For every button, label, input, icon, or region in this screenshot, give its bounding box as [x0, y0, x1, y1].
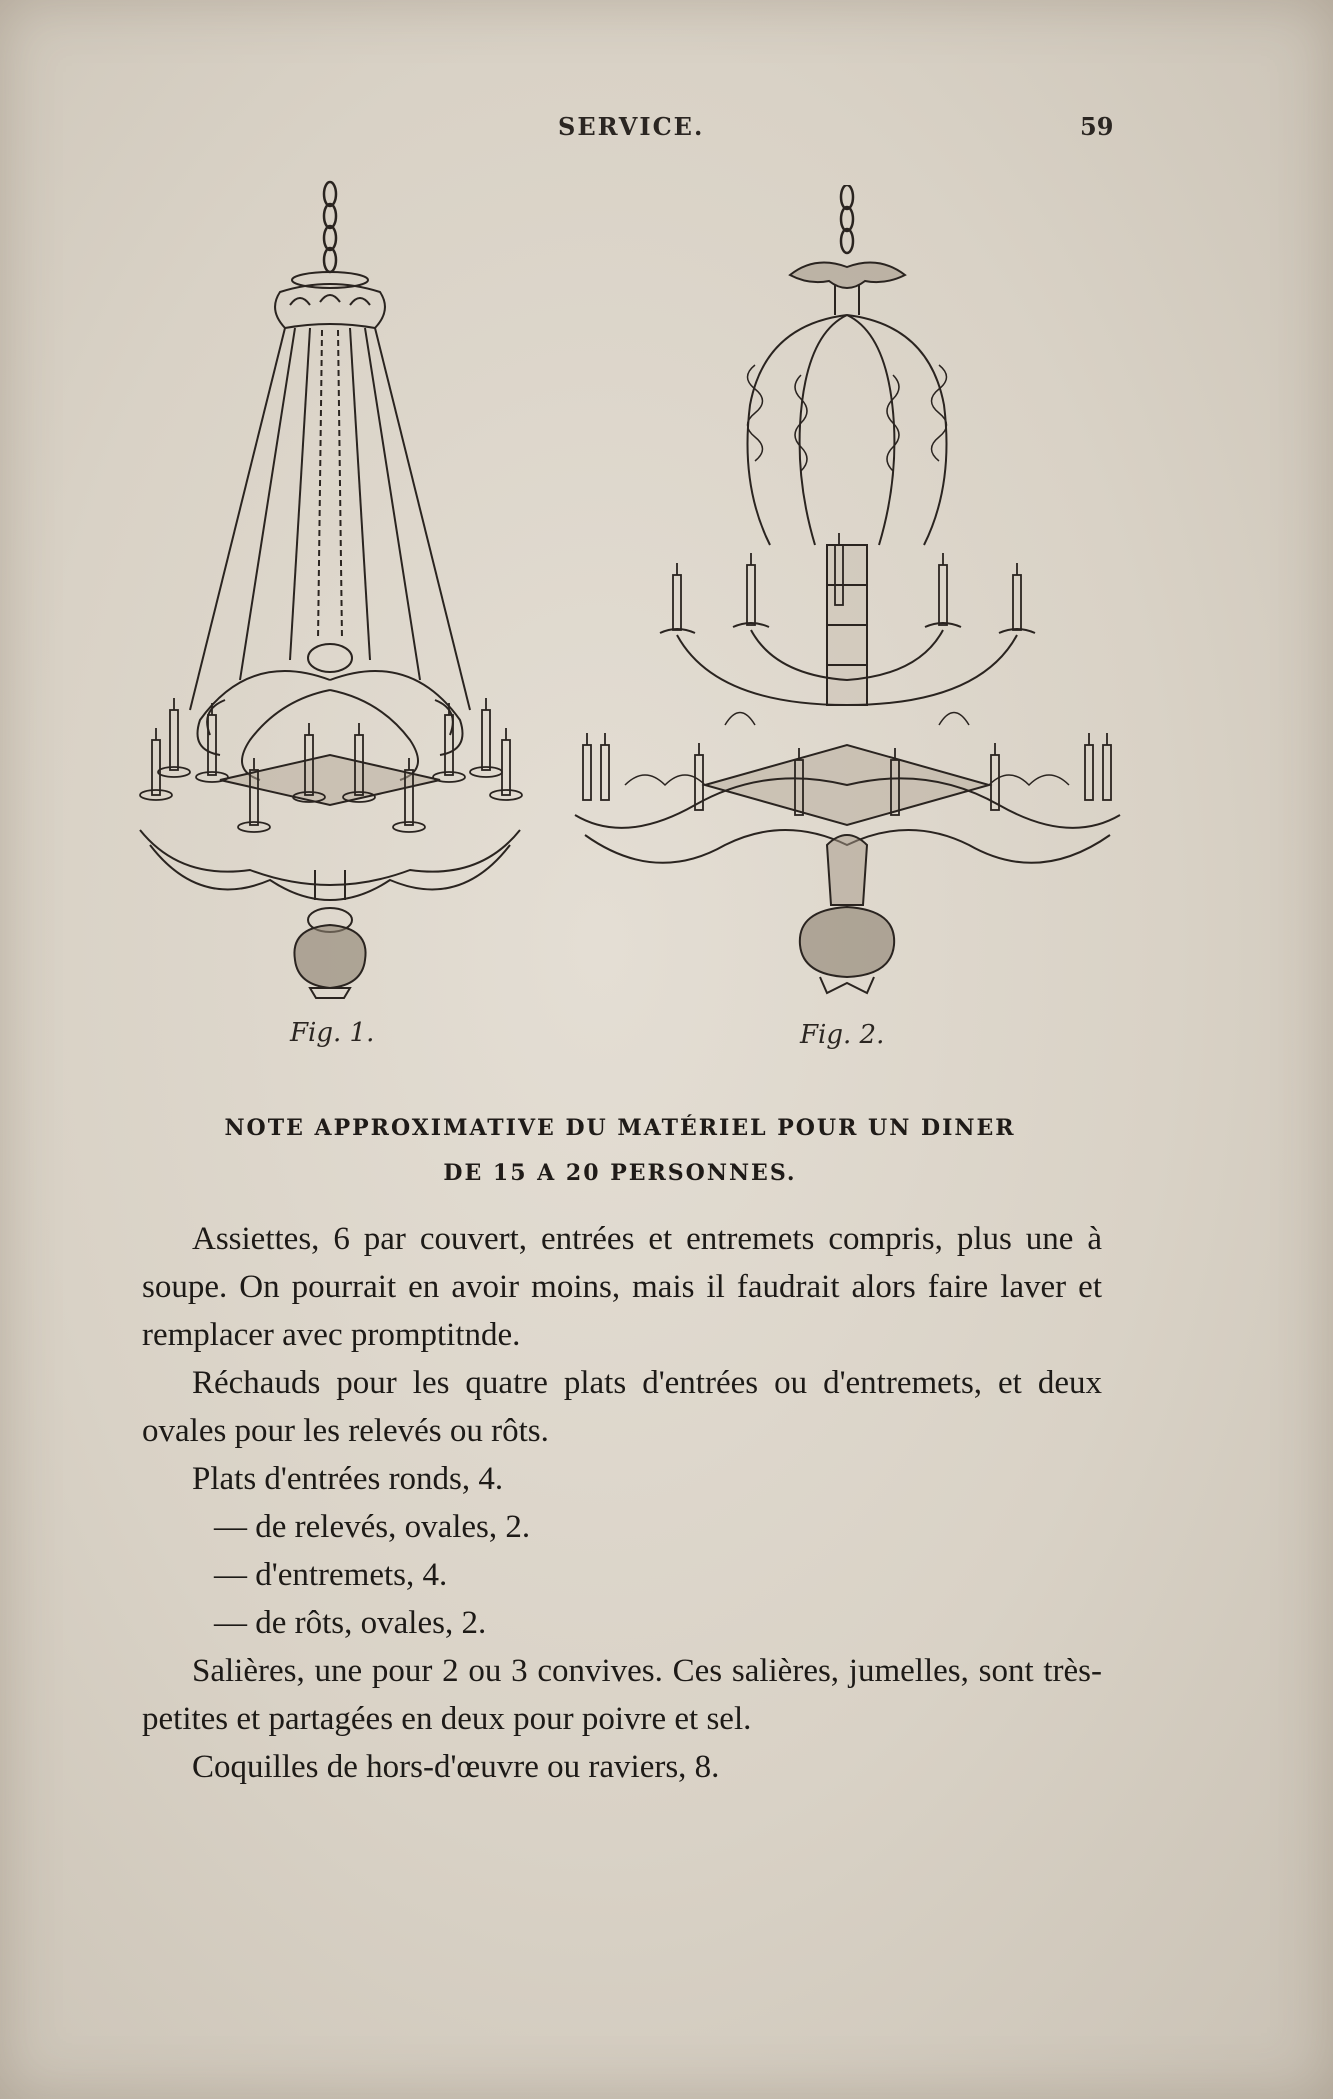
list-item: — de rôts, ovales, 2. [214, 1605, 487, 1641]
chandelier-illustration-fig-1 [130, 180, 560, 1000]
page-number: 59 [1080, 112, 1114, 141]
paragraph-rechauds: Réchauds pour les quatre plats d'entrées ou d'entremets, et deux ovales pour les relevés ou rôts. [142, 1365, 1102, 1449]
paragraph-salieres: Salières, une pour 2 ou 3 convives. Ces salières, jumelles, sont très-petites et partagées en deux pour poivre et sel. [142, 1653, 1102, 1737]
figure-caption-2: Fig. 2. [800, 1020, 885, 1050]
note-heading-line-1: NOTE APPROXIMATIVE DU MATÉRIEL POUR UN DINER [224, 1115, 1016, 1141]
paragraph-coquilles: Coquilles de hors-d'œuvre ou raviers, 8. [192, 1749, 720, 1785]
chain [841, 185, 853, 253]
running-title: SERVICE. [558, 112, 705, 141]
running-head [0, 112, 1333, 152]
note-heading-line-2: DE 15 A 20 PERSONNES. [443, 1160, 797, 1186]
chain [324, 182, 336, 272]
list-item: Plats d'entrées ronds, 4. [192, 1461, 504, 1497]
figure-caption-1: Fig. 1. [290, 1018, 375, 1048]
chandelier-illustration-fig-2 [565, 185, 1130, 1005]
list-item: — d'entremets, 4. [214, 1557, 448, 1593]
paragraph-assiettes: Assiettes, 6 par couvert, entrées et entremets compris, plus une à soupe. On pourrait en avoir moins, mais il faudrait alors faire laver et remplacer avec promptitnde. [142, 1221, 1102, 1353]
list-item: — de relevés, ovales, 2. [214, 1509, 531, 1545]
body-text [142, 1215, 1102, 1791]
